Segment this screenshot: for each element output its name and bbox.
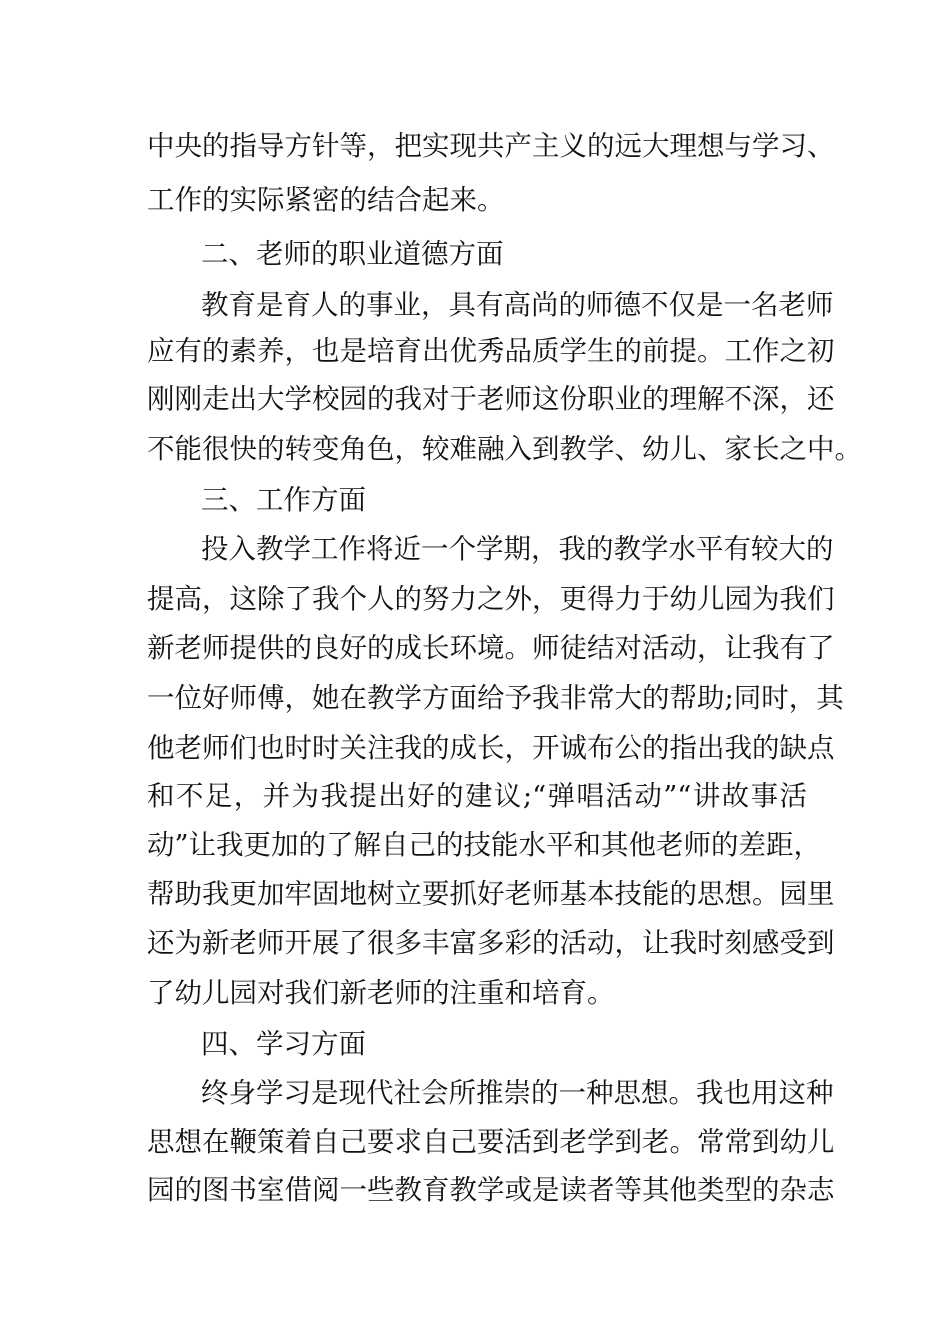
body-text-line: 一位好师傅，她在教学方面给予我非常大的帮助;同时，其 xyxy=(147,682,844,714)
paragraph-first-line: 教育是育人的事业，具有高尚的师德不仅是一名老师 xyxy=(201,289,834,321)
body-text-line: 提高，这除了我个人的努力之外，更得力于幼儿园为我们 xyxy=(147,583,835,615)
body-text-line: 新老师提供的良好的成长环境。师徒结对活动，让我有了 xyxy=(147,632,835,664)
paragraph-first-line: 终身学习是现代社会所推崇的一种思想。我也用这种 xyxy=(201,1077,834,1109)
paragraph-first-line: 投入教学工作将近一个学期，我的教学水平有较大的 xyxy=(201,533,834,565)
body-text-line: 思想在鞭策着自己要求自己要活到老学到老。常常到幼儿 xyxy=(147,1126,835,1158)
body-text-line: 工作的实际紧密的结合起来。 xyxy=(147,184,505,216)
section-heading: 四、学习方面 xyxy=(201,1028,366,1060)
body-text-line: 动”让我更加的了解自己的技能水平和其他老师的差距， xyxy=(147,829,822,861)
section-heading: 三、工作方面 xyxy=(201,484,366,516)
body-text-line: 园的图书室借阅一些教育教学或是读者等其他类型的杂志 xyxy=(147,1174,835,1206)
body-text-line: 不能很快的转变角色，较难融入到教学、幼儿、家长之中。 xyxy=(147,433,862,465)
body-text-line: 中央的指导方针等，把实现共产主义的远大理想与学习、 xyxy=(147,130,835,162)
section-heading: 二、老师的职业道德方面 xyxy=(201,238,504,270)
body-text-line: 了幼儿园对我们新老师的注重和培育。 xyxy=(147,977,615,1009)
body-text-line: 还为新老师开展了很多丰富多彩的活动，让我时刻感受到 xyxy=(147,927,835,959)
body-text-line: 和不足，并为我提出好的建议;“弹唱活动”“讲故事活 xyxy=(147,780,807,812)
body-text-line: 他老师们也时时关注我的成长，开诚布公的指出我的缺点 xyxy=(147,732,835,764)
body-text-line: 刚刚走出大学校园的我对于老师这份职业的理解不深，还 xyxy=(147,383,835,415)
body-text-line: 应有的素养，也是培育出优秀品质学生的前提。工作之初 xyxy=(147,335,835,367)
body-text-line: 帮助我更加牢固地树立要抓好老师基本技能的思想。园里 xyxy=(147,878,835,910)
